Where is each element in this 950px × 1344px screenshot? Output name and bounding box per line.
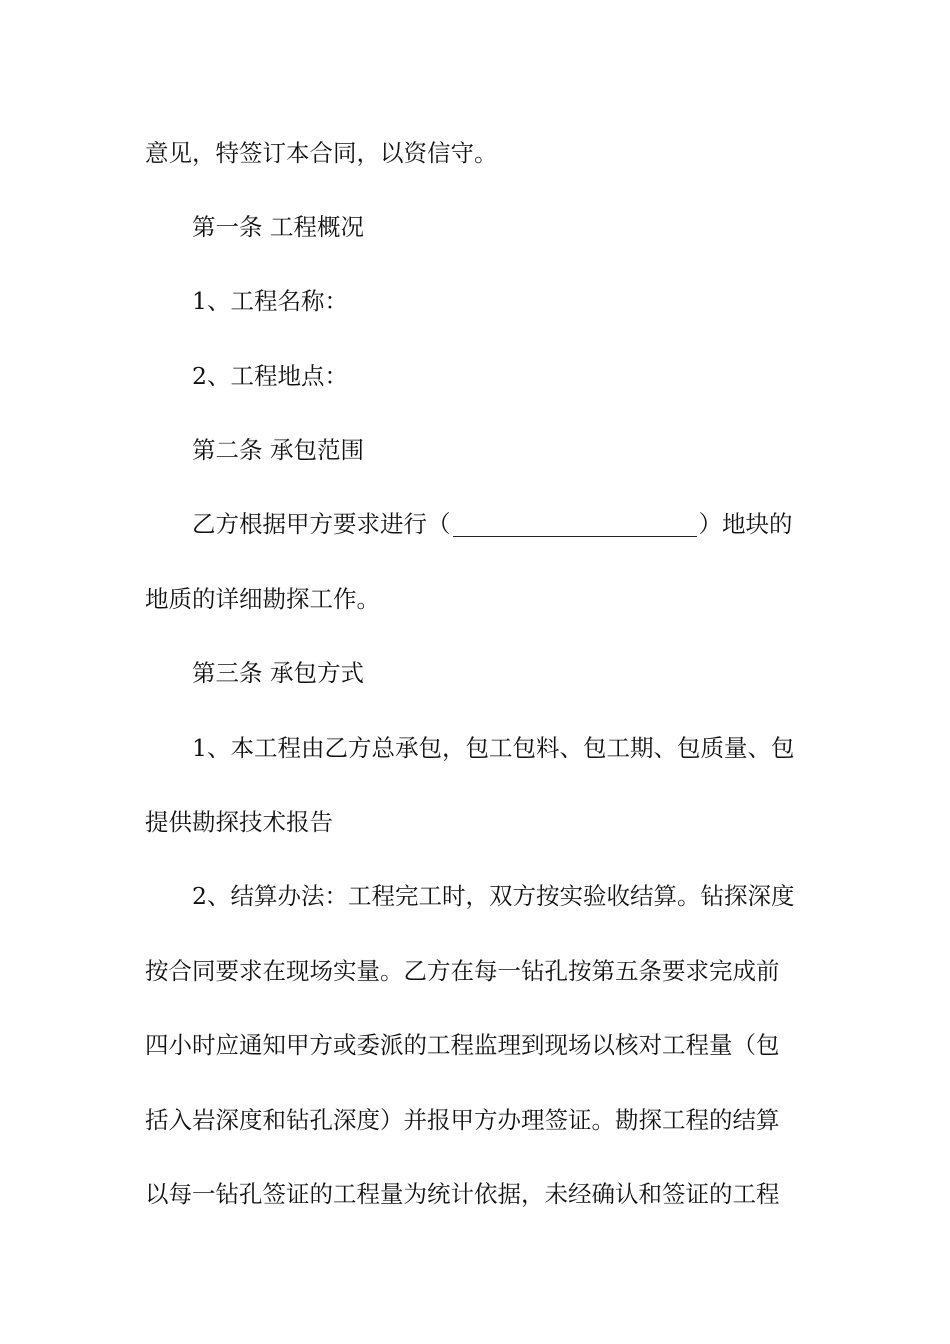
scope-line xyxy=(192,504,807,544)
paragraph-line: 按合同要求在现场实量。乙方在每一钻孔按第五条要求完成前 xyxy=(145,957,780,985)
fill-in-blank[interactable] xyxy=(453,514,697,537)
scope-text-after: ）地块的 xyxy=(698,510,793,538)
scope-text-before: 乙方根据甲方要求进行（ xyxy=(192,510,451,538)
article-2-heading: 第二条 承包范围 xyxy=(192,436,364,464)
paragraph-line: 四小时应通知甲方或委派的工程监理到现场以核对工程量（包 xyxy=(145,1031,780,1059)
paragraph-line: 2、结算办法：工程完工时，双方按实验收结算。钻探深度 xyxy=(192,882,795,910)
paragraph-line: 括入岩深度和钻孔深度）并报甲方办理签证。勘探工程的结算 xyxy=(145,1106,780,1134)
paragraph-line: 意见，特签订本合同，以资信守。 xyxy=(145,139,498,167)
project-name-line: 1、工程名称： xyxy=(192,287,348,315)
paragraph-line: 提供勘探技术报告 xyxy=(145,808,333,836)
paragraph-line: 以每一钻孔签证的工程量为统计依据，未经确认和签证的工程 xyxy=(145,1180,780,1208)
project-location-line: 2、工程地点： xyxy=(192,362,348,390)
paragraph-line: 地质的详细勘探工作。 xyxy=(145,585,380,613)
paragraph-line: 1、本工程由乙方总承包，包工包料、包工期、包质量、包 xyxy=(192,734,795,762)
article-3-heading: 第三条 承包方式 xyxy=(192,659,364,687)
article-1-heading: 第一条 工程概况 xyxy=(192,213,364,241)
